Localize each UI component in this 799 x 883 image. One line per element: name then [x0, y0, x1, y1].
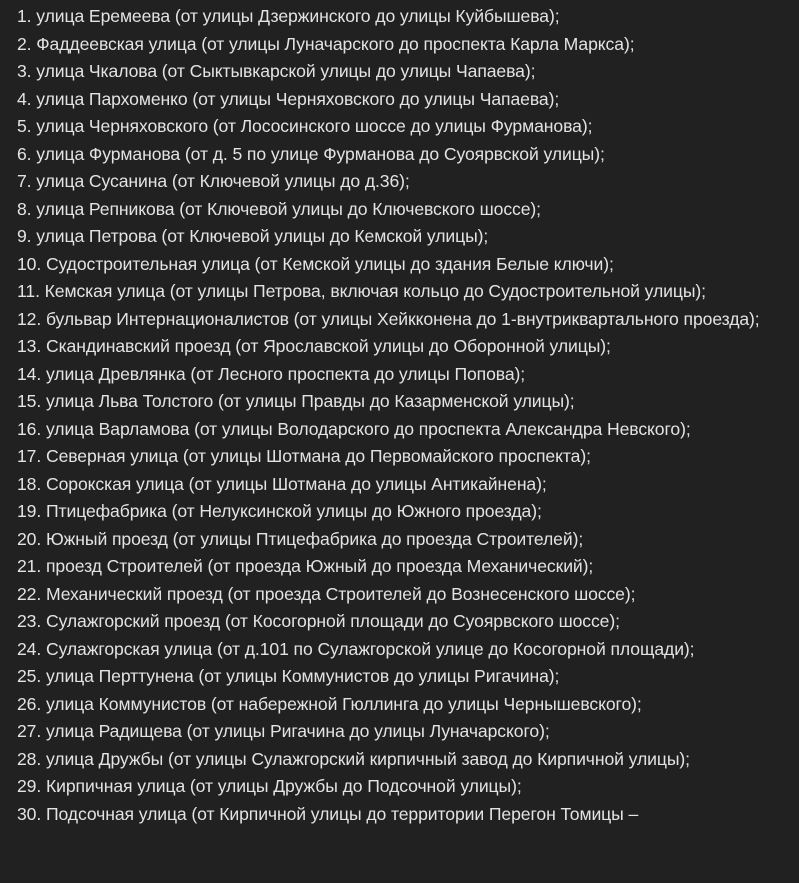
list-item — [17, 306, 792, 334]
item-text: улица Еремеева (от улицы Дзержинского до улицы Куйбышева); — [36, 6, 560, 26]
item-number: 11. — [17, 281, 40, 301]
item-text: проезд Строителей (от проезда Южный до проезда Механический); — [45, 556, 594, 576]
list-item — [17, 553, 792, 581]
item-text: улица Репникова (от Ключевой улицы до Ключевского шоссе); — [36, 198, 541, 219]
item-number: 1. — [17, 6, 32, 26]
list-item — [17, 718, 792, 746]
list-item — [17, 388, 792, 416]
list-item — [17, 141, 792, 169]
item-text: Скандинавский проезд (от Ярославской улицы до Оборонной улицы); — [45, 336, 611, 356]
item-number: 6. — [17, 143, 32, 164]
list-item — [17, 498, 792, 526]
item-number: 19. — [17, 501, 42, 521]
list-item — [17, 443, 792, 471]
item-text: Южный проезд (от улицы Птицефабрика до проезда Строителей); — [45, 528, 584, 549]
list-item — [17, 113, 792, 141]
list-item — [17, 333, 792, 361]
item-number: 28. — [17, 748, 42, 769]
list-item — [17, 773, 792, 801]
item-number: 30. — [17, 803, 42, 824]
item-text: улица Льва Толстого (от улицы Правды до Казарменской улицы); — [45, 391, 575, 411]
item-text: Фаддеевская улица (от улицы Луначарского до проспекта Карла Маркса); — [36, 33, 635, 54]
list-item — [17, 31, 792, 59]
item-text: Северная улица (от улицы Шотмана до Первомайского проспекта); — [45, 446, 591, 466]
item-number: 23. — [17, 611, 42, 631]
item-text: улица Радищева (от улицы Ригачина до улицы Луначарского); — [45, 721, 550, 741]
item-number: 10. — [17, 253, 42, 274]
item-number: 14. — [17, 363, 42, 384]
list-item — [17, 608, 792, 636]
item-number: 15. — [17, 391, 42, 411]
list-item — [17, 746, 792, 774]
list-item — [17, 168, 792, 196]
list-item — [17, 278, 792, 306]
item-number: 29. — [17, 776, 42, 796]
item-text: бульвар Интернационалистов (от улицы Хейкконена до 1-внутриквартального проезда); — [45, 308, 760, 329]
item-text: улица Коммунистов (от набережной Гюллинга до улицы Чернышевского); — [45, 693, 642, 714]
item-number: 4. — [17, 88, 32, 109]
item-number: 12. — [17, 308, 42, 329]
list-item — [17, 526, 792, 554]
item-text: улица Пархоменко (от улицы Черняховского до улицы Чапаева); — [36, 88, 560, 109]
list-item — [17, 691, 792, 719]
list-item — [17, 636, 792, 664]
item-text: Подсочная улица (от Кирпичной улицы до территории Перегон Томицы – — [45, 803, 639, 824]
item-number: 26. — [17, 693, 42, 714]
list-item — [17, 361, 792, 389]
item-text: улица Фурманова (от д. 5 по улице Фурманова до Суоярвской улицы); — [36, 143, 605, 164]
item-text: улица Черняховского (от Лососинского шоссе до улицы Фурманова); — [36, 116, 593, 136]
item-text: Кемская улица (от улицы Петрова, включая кольцо до Судостроительной улицы); — [44, 281, 706, 301]
item-text: улица Варламова (от улицы Володарского до проспекта Александра Невского); — [45, 418, 691, 439]
item-number: 20. — [17, 528, 42, 549]
street-list — [17, 3, 792, 828]
item-text: улица Сусанина (от Ключевой улицы до д.36); — [36, 171, 410, 191]
list-item — [17, 251, 792, 279]
item-number: 5. — [17, 116, 32, 136]
item-text: Птицефабрика (от Нелуксинской улицы до Южного проезда); — [45, 501, 542, 521]
item-number: 24. — [17, 638, 42, 659]
item-text: улица Чкалова (от Сыктывкарской улицы до улицы Чапаева); — [36, 61, 536, 81]
item-number: 17. — [17, 446, 42, 466]
list-item — [17, 581, 792, 609]
item-number: 16. — [17, 418, 42, 439]
list-item — [17, 416, 792, 444]
list-item — [17, 801, 792, 829]
item-number: 25. — [17, 666, 42, 686]
item-number: 27. — [17, 721, 42, 741]
item-number: 2. — [17, 33, 32, 54]
list-item — [17, 471, 792, 499]
item-text: улица Перттунена (от улицы Коммунистов до улицы Ригачина); — [45, 666, 560, 686]
item-text: Сорокская улица (от улицы Шотмана до улицы Антикайнена); — [45, 473, 547, 494]
item-number: 3. — [17, 61, 32, 81]
list-item — [17, 86, 792, 114]
item-number: 18. — [17, 473, 42, 494]
item-text: Сулажгорская улица (от д.101 по Сулажгорской улице до Косогорной площади); — [45, 638, 695, 659]
list-item — [17, 3, 792, 31]
item-text: улица Дружбы (от улицы Сулажгорский кирпичный завод до Кирпичной улицы); — [45, 748, 690, 769]
list-item — [17, 223, 792, 251]
item-text: улица Петрова (от Ключевой улицы до Кемской улицы); — [36, 226, 489, 246]
item-text: Судостроительная улица (от Кемской улицы до здания Белые ключи); — [45, 253, 614, 274]
item-number: 13. — [17, 336, 42, 356]
item-number: 8. — [17, 198, 32, 219]
list-item — [17, 663, 792, 691]
item-number: 22. — [17, 583, 42, 604]
list-item — [17, 58, 792, 86]
item-text: улица Древлянка (от Лесного проспекта до улицы Попова); — [45, 363, 526, 384]
item-text: Сулажгорский проезд (от Косогорной площади до Суоярвского шоссе); — [45, 611, 620, 631]
item-text: Кирпичная улица (от улицы Дружбы до Подсочной улицы); — [45, 776, 522, 796]
item-text: Механический проезд (от проезда Строителей до Вознесенского шоссе); — [45, 583, 636, 604]
list-item — [17, 196, 792, 224]
item-number: 9. — [17, 226, 32, 246]
item-number: 21. — [17, 556, 42, 576]
item-number: 7. — [17, 171, 32, 191]
